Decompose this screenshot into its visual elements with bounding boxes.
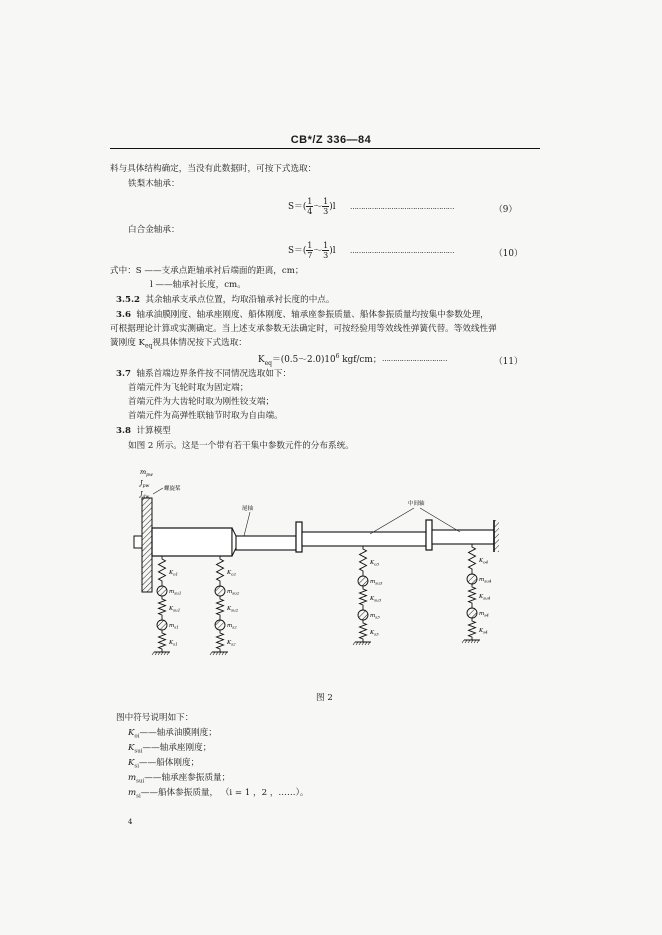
- formula-10: S＝( $\frac{1}{7}$ ～ $\frac{1}{3}$ )l: [288, 241, 336, 260]
- hull-mass-1: [157, 620, 167, 630]
- fixed-end-hatch: [494, 520, 499, 552]
- formula-11-leader: …………………………: [382, 355, 447, 363]
- oil-film-spring-2: [217, 556, 224, 584]
- label-Ks-1: $K_{s1}$: [169, 640, 178, 647]
- propeller-disc: [142, 498, 152, 592]
- bearing-seat-spring-4: [469, 584, 476, 606]
- label-Ko-2: $K_{o2}$: [227, 570, 237, 577]
- hull-spring-4: [469, 618, 476, 640]
- label-ms-3: $m_{s3}$: [370, 613, 380, 620]
- ground-2: [210, 652, 228, 655]
- label-Ksu-1: $K_{su1}$: [169, 606, 181, 613]
- hull-spring-1: [159, 630, 166, 652]
- label-ms-2: $m_{s2}$: [227, 623, 237, 630]
- formula-9-leader: …………………………………………: [350, 203, 454, 211]
- end-shaft: [432, 530, 494, 544]
- section-3-7-a: 首端元件为飞轮时取为固定端；: [128, 383, 249, 393]
- page-number: 4: [128, 818, 133, 826]
- where-s: 式中：S ——支承点距轴承衬后端面的距离，cm；: [110, 266, 304, 276]
- propeller-label: 螺旋桨: [164, 486, 181, 492]
- ground-4: [462, 640, 480, 643]
- midshaft-label: 中间轴: [408, 501, 425, 507]
- label-msu-1: $m_{su1}$: [169, 589, 182, 596]
- formula-9: S＝( $\frac{1}{4}$ ～ $\frac{1}{3}$ )l: [288, 197, 336, 216]
- label-Ksu-4: $K_{su4}$: [479, 594, 491, 601]
- propeller-param-labels: [138, 468, 153, 500]
- bearing-seat-spring-1: [159, 596, 166, 618]
- hull-spring-3: [360, 620, 367, 642]
- formula-11-number: （11）: [494, 357, 523, 367]
- hull-mass-3: [358, 610, 368, 620]
- label-msu-4: $m_{su4}$: [479, 577, 492, 584]
- tailshaft-label: 尾轴: [242, 506, 254, 512]
- label-Ks-4: $K_{s4}$: [479, 628, 488, 635]
- oil-film-spring-3: [360, 546, 367, 574]
- label-Ks-2: $K_{s2}$: [227, 640, 236, 647]
- where-l: l ——轴承衬长度，cm。: [150, 280, 246, 290]
- formula-10-number: （10）: [494, 249, 523, 259]
- legend-item-5: $m_{si}——$船体参振质量， （i = 1 ，2 ，……）。: [128, 788, 309, 800]
- propeller-hub: [134, 536, 142, 548]
- tailshaft: [152, 528, 232, 556]
- section-3-7-c: 首端元件为高弹性联轴节时取为自由端。: [128, 411, 283, 421]
- bearing-mass-2: [215, 586, 225, 596]
- coupling-flange-2: [426, 520, 432, 550]
- hull-mass-2: [215, 620, 225, 630]
- baihe-label: 白合金轴承：: [128, 225, 180, 235]
- label-Ks-3: $K_{s3}$: [370, 630, 379, 637]
- oil-film-spring-4: [469, 544, 476, 572]
- section-3-7-b: 首端元件为大齿轮时取为刚性铰支端；: [128, 397, 275, 407]
- legend-item-1: $K_{oi}——$轴承油膜刚度；: [128, 728, 217, 740]
- formula-9-number: （9）: [494, 205, 518, 215]
- section-3-7: 3.7 轴系首端边界条件按不同情况选取如下：: [116, 369, 292, 379]
- legend-item-2: $K_{sui}——$轴承座刚度；: [128, 743, 212, 755]
- formula-10-leader: …………………………………………: [350, 247, 454, 255]
- support-column-4: [462, 544, 492, 643]
- label-Ksu-3: $K_{su3}$: [370, 596, 382, 603]
- ground-1: [152, 652, 170, 655]
- label-Ko-4: $K_{o4}$: [479, 558, 489, 565]
- figure-caption: 图 2: [316, 693, 333, 703]
- legend-intro: 图中符号说明如下：: [116, 713, 194, 723]
- formula-11: $K_{eq}=(0.5\sim 2.0)10^6$ kgf/cm；: [258, 353, 382, 367]
- intermediate-shaft: [302, 532, 426, 546]
- bearing-mass-3: [358, 576, 368, 586]
- bearing-mass-1: [157, 586, 167, 596]
- hull-spring-2: [217, 630, 224, 652]
- label-J-pw: $J_{pw}$: [140, 479, 150, 489]
- section-3-6-line3: 簧刚度 $K_{eq}$视具体情况按下式选取：: [110, 338, 247, 350]
- tailshaft-thin: [236, 536, 296, 550]
- label-Ksu-2: $K_{su2}$: [227, 606, 239, 613]
- section-3-6-line1: 3.6 轴承油膜刚度、轴承座刚度、船体刚度、轴承座参振质量、船体参振质量均按集中参数处理，: [116, 310, 489, 320]
- hull-mass-4: [467, 608, 477, 618]
- figure-2-diagram: [120, 460, 520, 690]
- bearing-mass-4: [467, 574, 477, 584]
- support-column-1: [152, 556, 181, 655]
- label-ms-4: $m_{s4}$: [479, 611, 489, 618]
- section-3-8-body: 如图 2 所示。这是一个带有若干集中参数元件的分布系统。: [128, 441, 354, 451]
- header-rule: [110, 148, 540, 149]
- tieli-label: 铁梨木轴承：: [128, 179, 180, 189]
- label-msu-3: $m_{su3}$: [370, 579, 383, 586]
- label-Ko-1: $K_{o1}$: [169, 570, 179, 577]
- legend-item-3: $K_{si}——$船体刚度；: [128, 758, 200, 770]
- bearing-seat-spring-3: [360, 586, 367, 608]
- oil-film-spring-1: [159, 556, 166, 584]
- section-3-8: 3.8 计算模型: [116, 426, 171, 436]
- legend-item-4: $m_{sui}——$轴承座参振质量；: [128, 773, 231, 785]
- shaft-taper: [232, 528, 236, 556]
- bearing-seat-spring-2: [217, 596, 224, 618]
- section-3-5-2: 3.5.2 其余轴承支承点位置，均取沿轴承衬长度的中点。: [116, 295, 335, 305]
- support-column-2: [210, 556, 240, 655]
- intro-line: 料与具体结构确定，当没有此数据时，可按下式选取：: [110, 164, 317, 174]
- ground-3: [353, 642, 371, 645]
- label-ms-1: $m_{s1}$: [169, 623, 179, 630]
- label-m-pw: $m_{pw}$: [140, 468, 153, 478]
- label-J-dw: J: [140, 490, 143, 498]
- standard-header: CB*/Z 336—84: [290, 134, 372, 146]
- label-Ko-3: $K_{o3}$: [370, 560, 380, 567]
- coupling-flange-1: [296, 522, 302, 552]
- label-msu-2: $m_{su2}$: [227, 589, 240, 596]
- support-column-3: [353, 546, 383, 645]
- section-3-6-line2: 可根据理论计算或实测确定。当上述支承参数无法确定时，可按经验用等效线性弹簧代替。等效线性弹: [110, 324, 497, 334]
